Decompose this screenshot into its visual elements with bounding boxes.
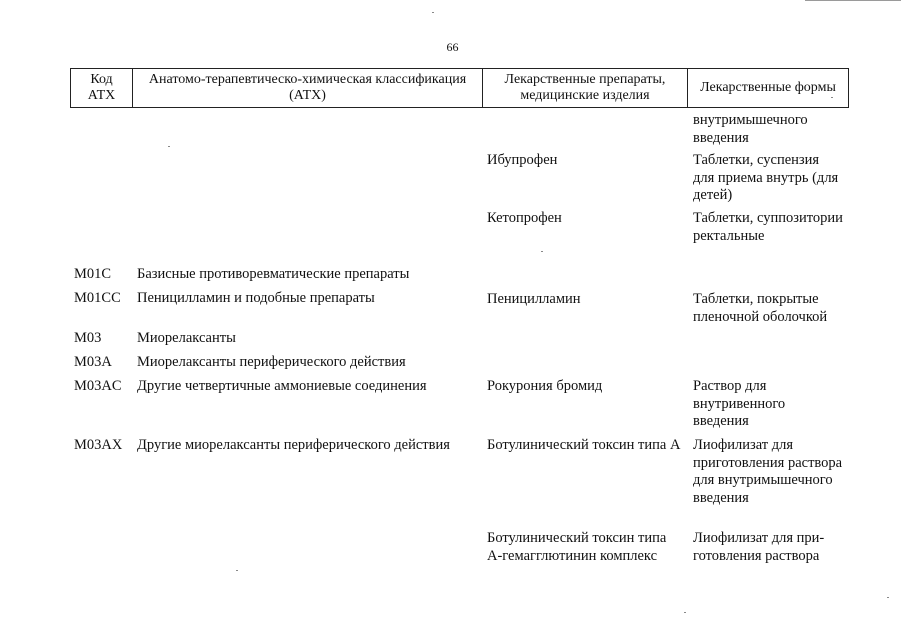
- scan-speck: [168, 146, 170, 147]
- table-row-8-drug: Ботулинический токсин типа А: [487, 437, 681, 453]
- scan-speck: [236, 570, 238, 571]
- table-row-3-code: M01C: [74, 266, 112, 282]
- table-row-9-drug: Ботулинический токсин типа А-гемагглютинин комплекс: [487, 530, 667, 564]
- scan-speck: [684, 612, 686, 613]
- table-row-7-name: Другие четвертичные аммониевые соединения: [137, 378, 427, 394]
- table-row-2-drug: Кетопрофен: [487, 210, 562, 226]
- table-row-3-name: Базисные противоревматические препараты: [137, 266, 410, 282]
- page-number: 66: [446, 40, 459, 54]
- column-header-code: Код АТХ: [71, 69, 133, 108]
- table-row-5-code: M03: [74, 330, 102, 346]
- scan-speck: [432, 12, 434, 13]
- column-header-drugs: Лекарственные препараты, медицинские изделия: [483, 69, 688, 108]
- table-row-4-name: Пеницилламин и подобные препараты: [137, 290, 375, 306]
- table-row-1-drug: Ибупрофен: [487, 152, 558, 168]
- table-row-0-form: внутримышечного введения: [693, 112, 808, 146]
- table-row-2-form: Таблетки, суппозитории ректальные: [693, 210, 843, 244]
- column-header-forms: Лекарственные формы: [688, 69, 849, 108]
- table-row-4-drug: Пеницилламин: [487, 291, 581, 307]
- scan-edge-line: [805, 0, 901, 1]
- table-row-8-name: Другие миорелаксанты периферического действия: [137, 437, 450, 453]
- table-row-9-form: Лиофилизат для при-готовления раствора: [693, 530, 825, 564]
- table-row-8-code: M03AX: [74, 437, 123, 453]
- scan-speck: [887, 597, 889, 598]
- table-row-6-code: M03A: [74, 354, 112, 370]
- table-row-6-name: Миорелаксанты периферического действия: [137, 354, 406, 370]
- scan-speck: [541, 251, 543, 252]
- table-row-4-form: Таблетки, покрытые пленочной оболочкой: [693, 291, 828, 325]
- table-row-1-form: Таблетки, суспензия для приема внутрь (для детей): [693, 152, 839, 203]
- table-row-7-code: M03AC: [74, 378, 122, 394]
- table-row-7-drug: Рокурония бромид: [487, 378, 603, 394]
- table-row-8-form: Лиофилизат для приготовления раствора для внутримышечного введения: [693, 437, 843, 506]
- table-row-5-name: Миорелаксанты: [137, 330, 236, 346]
- table-row-7-form: Раствор для внутривенного введения: [693, 378, 786, 429]
- table-row-4-code: M01CC: [74, 290, 121, 306]
- scan-speck: [831, 97, 833, 98]
- column-header-classification: Анатомо-терапевтическо-химическая классификация (АТХ): [133, 69, 483, 108]
- table-header: [70, 68, 849, 108]
